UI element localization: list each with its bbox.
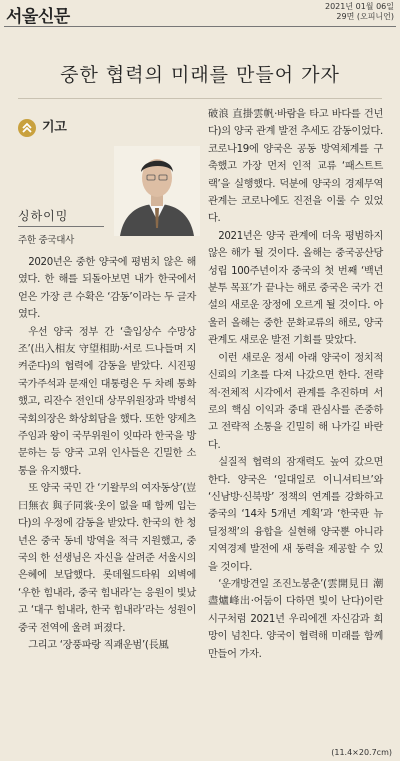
author-box <box>18 146 196 254</box>
clipping-size-note: (11.4×20.7cm) <box>331 748 392 757</box>
article-paragraph: 破浪 直掛雲帆·바람을 타고 바다를 건넌다)의 양국 관계 발전 추세도 감동이었다. 코로나19에 양국은 공동 방역체계를 구축했고 가장 먼저 인적 교류 ‘패스트트랙’을 실행했다. 덕분에 양국의 경제무역 관계는 코로나에도 진전을 이룰 수 있었다. <box>208 109 383 225</box>
headline-divider <box>18 98 382 99</box>
date-info <box>325 2 394 22</box>
author-title: 주한 중국대사 <box>18 235 74 246</box>
right-column <box>208 106 383 663</box>
contribution-logo-icon <box>18 119 36 137</box>
article-paragraph: 2020년은 중한 양국에 평범치 않은 해였다. 한 해를 되돌아보면 내가 한국에서 얻은 가장 큰 수확은 ‘감동’이라는 두 글자였다. <box>18 257 196 321</box>
author-portrait <box>114 146 200 236</box>
article-paragraph: 우선 양국 정부 간 ‘출입상수 수망상조’(出入相友 守望相助·서로 드나들며 지켜준다)의 협력에 감동을 받았다. 시진핑 국가주석과 문재인 대통령은 두 차례 통화했고, 리잔수 전인대 상무위원장과 박병석 국회의장은 화상회담을 했다. 또한 양제츠 주임과 왕이 국무위원이 잇따라 한국을 방문하는 등 양국 고위 인사들은 긴밀한 소통을 유지했다. <box>18 326 196 477</box>
publication-date: 2021년 01월 06일 <box>325 2 394 11</box>
author-name: 싱하이밍 <box>18 209 69 223</box>
article-paragraph: 그리고 ‘장풍파랑 직괘운범’(長風 <box>28 639 169 651</box>
article-paragraph: 실질적 협력의 잠재력도 높여 갔으면 한다. 양국은 ‘일대일로 이니셔티브’와 ‘신남방·신북방’ 정책의 연계를 강화하고 중국의 ‘14차 5개년 계획’과 ‘한국판 뉴딜정책’의 융합을 실현해 양국뿐 아니라 지역경제 발전에 새 동력을 제공할 수 있을 것이다. <box>208 457 383 573</box>
left-column <box>18 106 196 654</box>
newspaper-masthead: 서울신문 <box>6 7 70 27</box>
article-headline: 중한 협력의 미래를 만들어 가자 <box>60 64 340 86</box>
section-tag <box>18 118 196 138</box>
top-divider <box>4 26 396 27</box>
article-paragraph: 2021년은 양국 관계에 더욱 평범하지 않은 해가 될 것이다. 올해는 중국공산당 성립 100주년이자 중국의 첫 번째 ‘백년 분투 목표’가 끝나는 해로 중국은 국가 건설의 새로운 장정에 오르게 될 것이다. 아울러 올해는 중한 문화교류의 해로, 양국 관계도 새로운 발전 기회를 맞았다. <box>208 230 383 347</box>
article-paragraph: 이런 새로운 정세 아래 양국이 정치적 신뢰의 기초를 다져 나갔으면 한다. 전략적·전체적 시각에서 관계를 추진하며 서로의 핵심 이익과 중대 관심사를 존중하고 전략적 소통을 긴밀히 해 나가길 바란다. <box>208 352 383 451</box>
section-label: 기고 <box>42 120 67 136</box>
article-paragraph: ‘운개방견일 조진노봉춘’(雲開見日 潮盡爐峰出·어둠이 다하면 빛이 난다)이란 시구처럼 2021년 우리에겐 자신감과 희망이 넘친다. 양국이 협력해 미래를 함께 만들어 가자. <box>208 578 383 660</box>
article-paragraph: 또 양국 국민 간 ‘기왈무의 여자동상’(豈曰無衣 與子同裳·옷이 없을 때 함께 입는다)의 우정에 감동을 받았다. 한국의 한 청년은 중국 동네 방역을 적극 지원했고, 중국의 한 선생님은 자신을 살려준 서울시의 은혜에 보답했다. 롯데월드타워 외벽에 ‘우한 힘내라, 중국 힘내라’는 응원이 빛났고 ‘대구 힘내라, 한국 힘내라’라는 성원이 중국 전역에 울려 퍼졌다. <box>18 483 196 634</box>
author-divider <box>18 226 104 227</box>
page-section: 29면 (오피니언) <box>336 12 394 21</box>
